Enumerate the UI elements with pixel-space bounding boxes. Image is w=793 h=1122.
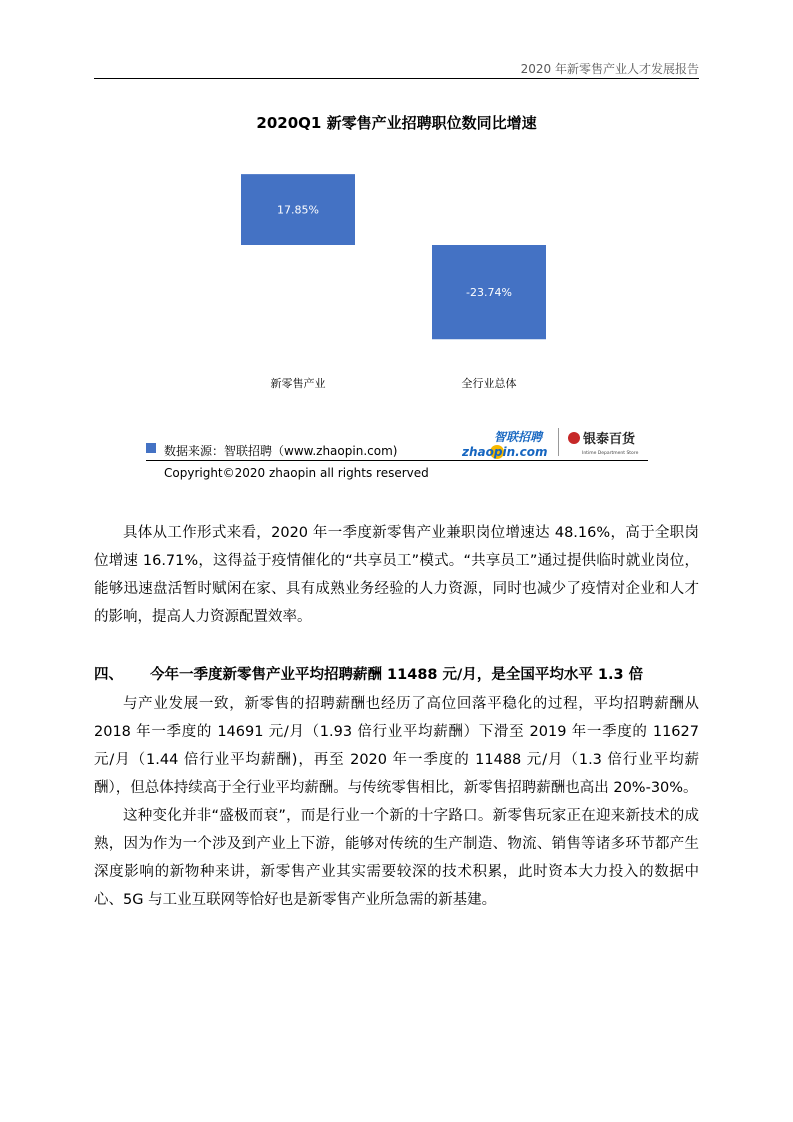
- bar-chart: [0, 0, 793, 410]
- yintai-logo: [566, 426, 646, 460]
- zhaopin-logo-en: zhaopin.com: [462, 445, 548, 459]
- category-label-2: 全行业总体: [461, 377, 517, 390]
- yintai-logo-mark: [568, 432, 580, 444]
- page-header-title: 2020 年新零售产业人才发展报告: [520, 62, 699, 76]
- yintai-logo-en: Intime Department Store: [582, 451, 639, 456]
- paragraph-salary-trend: 与产业发展一致，新零售的招聘薪酬也经历了高位回落平稳化的过程，平均招聘薪酬从 2018 年一季度的 14691 元/月（1.93 倍行业平均薪酬）下滑至 2019 年一季度的 11627 元/月（1.44 倍行业平均薪酬)，再至 2020 年一季度的 11488 元/月（1.3 倍行业平均薪酬），但总体持续高于全行业平均薪酬。与传统零售相比，新零售招聘薪酬也高出 20%-30%。: [94, 696, 699, 796]
- yintai-logo-cn: 银泰百货: [583, 432, 636, 447]
- data-source-label: 数据来源：智联招聘（www.zhaopin.com): [164, 444, 398, 458]
- zhaopin-logo: [460, 426, 555, 462]
- section-heading: [94, 663, 699, 687]
- category-label-1: 新零售产业: [270, 377, 326, 390]
- paragraph-crossroads: 这种变化并非“盛极而衰”，而是行业一个新的十字路口。新零售玩家正在迎来新技术的成熟，因为作为一个涉及到产业上下游，能够对传统的生产制造、物流、销售等诸多环节都产生深度影响的新物种来讲，新零售产业其实需要较深的技术积累，此时资本大力投入的数据中心、5G 与工业互联网等恰好也是新零售产业所急需的新基建。: [94, 808, 699, 908]
- zhaopin-logo-cn: 智联招聘: [494, 430, 543, 444]
- chart-title: 2020Q1 新零售产业招聘职位数同比增速: [256, 114, 537, 132]
- source-divider: [146, 460, 648, 461]
- bar-value-label-1: 17.85%: [277, 203, 319, 217]
- source-legend-marker: [146, 443, 156, 453]
- section-title: 今年一季度新零售产业平均招聘薪酬 11488 元/月，是全国平均水平 1.3 倍: [150, 667, 644, 683]
- paragraph-work-form: 具体从工作形式来看，2020 年一季度新零售产业兼职岗位增速达 48.16%，高于全职岗位增速 16.71%，这得益于疫情催化的“共享员工”模式。“共享员工”通过提供临时就业岗位，能够迅速盘活暂时赋闲在家、具有成熟业务经验的人力资源，同时也减少了疫情对企业和人才的影响，提高人力资源配置效率。: [94, 525, 699, 625]
- copyright-text: Copyright©2020 zhaopin all rights reserved: [164, 466, 429, 480]
- bar-value-label-2: -23.74%: [466, 286, 512, 300]
- section-number: 四、: [94, 667, 123, 683]
- logo-divider: [558, 428, 559, 456]
